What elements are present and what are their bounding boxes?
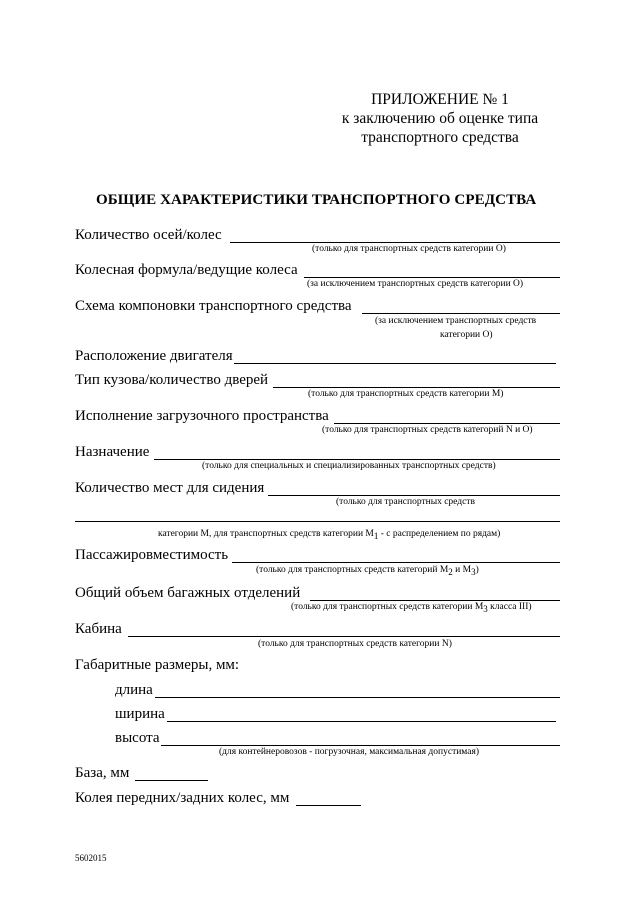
axles-input-line[interactable] xyxy=(230,242,560,243)
capacity-note-a: (только для транспортных средств категорий М xyxy=(256,565,449,575)
seats-label: Количество мест для сидения xyxy=(75,480,265,496)
dimensions-label: Габаритные размеры, мм: xyxy=(75,657,240,673)
capacity-sub-1: 2 xyxy=(448,566,453,577)
layout-note-2: категории О) xyxy=(440,330,493,340)
width-label: ширина xyxy=(115,706,165,722)
capacity-note-c: ) xyxy=(475,565,479,575)
seats-note-2b: - с распределением по рядам) xyxy=(378,529,501,539)
layout-label: Схема компоновки транспортного средства xyxy=(75,298,352,314)
seats-input-line[interactable] xyxy=(268,495,560,496)
annex-subtitle-1: к заключению об оценке типа xyxy=(341,110,539,127)
capacity-note-b: и М xyxy=(452,565,472,575)
wheelbase-label: База, мм xyxy=(75,765,130,781)
height-input-line[interactable] xyxy=(161,745,560,746)
engine-input-line[interactable] xyxy=(234,363,556,364)
luggage-label: Общий объем багажных отделений xyxy=(75,585,301,601)
wheelbase-input-line[interactable] xyxy=(135,780,208,781)
annex-number: ПРИЛОЖЕНИЕ № 1 xyxy=(371,91,509,108)
seats-note-subscript: 1 xyxy=(373,530,379,541)
body-type-label: Тип кузова/количество дверей xyxy=(75,372,269,388)
luggage-note-a: (только для транспортных средств категории М xyxy=(291,602,484,612)
annex-header xyxy=(340,90,540,147)
annex-subtitle-2: транспортного средства xyxy=(361,129,519,146)
seats-note-2a: категории М, для транспортных средств категории М xyxy=(158,529,374,539)
wheel-formula-input-line[interactable] xyxy=(304,277,560,278)
track-input-line[interactable] xyxy=(296,805,361,806)
wheel-formula-note: (за исключением транспортных средств категории О) xyxy=(307,279,524,289)
length-input-line[interactable] xyxy=(155,697,560,698)
luggage-note-b: класса III) xyxy=(487,602,532,612)
axles-label: Количество осей/колес xyxy=(75,227,222,243)
body-type-input-line[interactable] xyxy=(273,387,560,388)
layout-note-1: (за исключением транспортных средств xyxy=(375,316,537,326)
seats-input-line-2[interactable] xyxy=(75,521,560,522)
layout-input-line[interactable] xyxy=(362,313,560,314)
luggage-sub: 3 xyxy=(483,603,488,614)
purpose-input-line[interactable] xyxy=(154,459,560,460)
cab-note: (только для транспортных средств категории N) xyxy=(258,639,452,649)
height-note: (для контейнеровозов - погрузочная, максимальная допустимая) xyxy=(219,747,479,757)
seats-note-2 xyxy=(158,529,500,541)
luggage-input-line[interactable] xyxy=(310,600,560,601)
cargo-label: Исполнение загрузочного пространства xyxy=(75,408,329,424)
track-label: Колея передних/задних колес, мм xyxy=(75,790,290,806)
seats-note-1: (только для транспортных средств xyxy=(336,497,475,507)
cargo-note: (только для транспортных средств категорий N и О) xyxy=(322,425,533,435)
length-label: длина xyxy=(115,682,153,698)
purpose-note: (только для специальных и специализированных транспортных средств) xyxy=(202,461,496,471)
cargo-input-line[interactable] xyxy=(334,423,560,424)
axles-note: (только для транспортных средств категории О) xyxy=(312,244,506,254)
wheel-formula-label: Колесная формула/ведущие колеса xyxy=(75,262,298,278)
capacity-note xyxy=(256,565,479,577)
form-code: 5602015 xyxy=(75,853,107,863)
document-title: ОБЩИЕ ХАРАКТЕРИСТИКИ ТРАНСПОРТНОГО СРЕДСТВА xyxy=(96,192,537,208)
cab-input-line[interactable] xyxy=(128,636,560,637)
body-type-note: (только для транспортных средств категории М) xyxy=(308,389,504,399)
engine-label: Расположение двигателя xyxy=(75,348,233,364)
capacity-input-line[interactable] xyxy=(232,562,560,563)
luggage-note xyxy=(291,602,532,614)
cab-label: Кабина xyxy=(75,621,122,637)
height-label: высота xyxy=(115,730,160,746)
width-input-line[interactable] xyxy=(167,721,556,722)
capacity-label: Пассажировместимость xyxy=(75,547,229,563)
purpose-label: Назначение xyxy=(75,444,150,460)
capacity-sub-2: 3 xyxy=(471,566,476,577)
